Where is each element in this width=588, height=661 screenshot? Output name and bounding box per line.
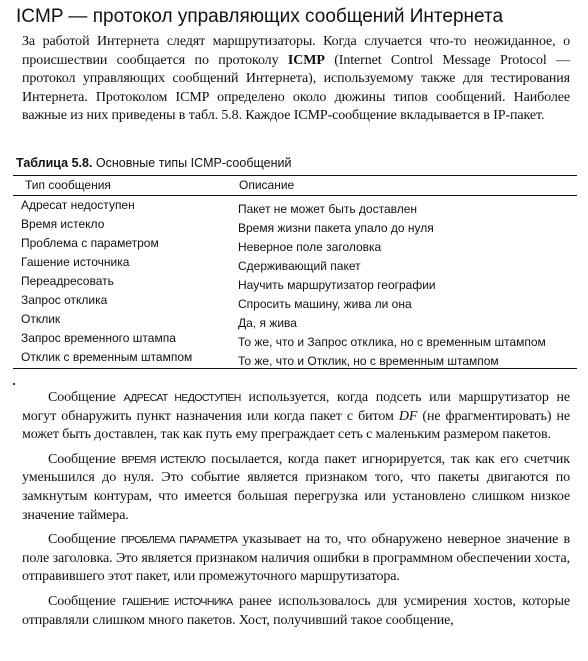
cell-description: Пакет не может быть доставлен bbox=[238, 202, 418, 216]
cell-description: Сдерживающий пакет bbox=[238, 259, 361, 273]
cell-description: То же, что и Запрос отклика, но с временным штампом bbox=[238, 335, 546, 349]
cell-description: Да, я жива bbox=[238, 316, 297, 330]
table-caption bbox=[16, 155, 291, 171]
cell-description: Научить маршрутизатор географии bbox=[238, 278, 436, 292]
intro-icmp-bold: ICMP bbox=[287, 52, 325, 68]
cell-type: Переадресовать bbox=[21, 274, 114, 288]
cell-description: Время жизни пакета упало до нуля bbox=[238, 221, 434, 235]
cell-description: То же, что и Отклик, но с временным штампом bbox=[238, 354, 499, 368]
cell-type: Запрос отклика bbox=[21, 293, 108, 307]
intro-text-2: (Internet Control Message Protocol — протокол управляющих сообщений Интернета), используемому также для тестирования Интернета. Протоколом ICMP определено около дюжины типов сообщений. Наиболее важные из них приведены в табл. 5.8. Каждое ICMP-сообщение вкладывается в IP-пакет. bbox=[22, 52, 570, 124]
intro-text-1: За работой Интернета следят маршрутизаторы. Когда случается что-то неожиданное, о происшествии сообщается по протоколу bbox=[22, 34, 570, 68]
intro-paragraph bbox=[22, 33, 570, 126]
paragraph-destination-unreachable bbox=[22, 389, 570, 445]
cell-type: Адресат недоступен bbox=[21, 198, 135, 212]
icmp-types-table bbox=[13, 176, 577, 368]
cell-type: Запрос временного штампа bbox=[21, 331, 176, 345]
paragraph-lead: Сообщение bbox=[48, 390, 124, 405]
message-term: АДРЕСАТ НЕДОСТУПЕН bbox=[123, 392, 241, 404]
paragraph-lead: Сообщение bbox=[48, 532, 121, 548]
paragraph-text: ранее использовалось для усмирения хостов, которые отправляли слишком много пакетов. Хост, получивший такое сообщение, bbox=[22, 593, 570, 628]
table-row bbox=[13, 329, 577, 348]
paragraph-text: используется, когда подсеть или маршрутизатор не могут обнаружить пункт назначения или когда пакет с битом bbox=[22, 390, 571, 424]
message-term: ПРОБЛЕМА ПАРАМЕТРА bbox=[120, 534, 238, 547]
cell-description: Спросить машину, жива ли она bbox=[238, 297, 412, 311]
table-header bbox=[13, 176, 577, 195]
paragraph-parameter-problem bbox=[22, 531, 570, 587]
paragraph-time-exceeded bbox=[22, 451, 570, 525]
paragraph-text: посылается, когда пакет игнорируется, так как его счетчик уменьшился до нуля. Это событие является признаком того, что пакеты двигаются по замкнутым контурам, что имеется большая перегрузка или установлено слишком низкое значение таймера. bbox=[22, 451, 570, 523]
margin-mark bbox=[13, 383, 15, 385]
paragraph-source-quench bbox=[22, 593, 570, 630]
paragraph-text: (не фрагментировать) не может быть доставлен, так как путь ему преграждает сеть с маленьким размером пакетов. bbox=[22, 408, 570, 443]
table-row bbox=[13, 196, 577, 215]
table-row bbox=[13, 234, 577, 253]
table-header-description: Описание bbox=[239, 178, 295, 192]
table-row bbox=[13, 291, 577, 310]
paragraph-text: указывает на то, что обнаружено неверное значение в поле заголовка. Это является признаком наличия ошибки в программном обеспечении хоста, отправившего этот пакет, или промежуточного маршрутизатора. bbox=[22, 532, 570, 585]
message-term: ГАШЕНИЕ ИСТОЧНИКА bbox=[122, 595, 233, 608]
cell-type: Отклик с временным штампом bbox=[21, 350, 193, 364]
df-bit: DF bbox=[398, 408, 418, 424]
cell-type: Время истекло bbox=[21, 217, 105, 231]
table-body bbox=[13, 196, 577, 367]
cell-type: Отклик bbox=[21, 312, 61, 326]
cell-type: Проблема с параметром bbox=[21, 236, 159, 250]
message-term: ВРЕМЯ ИСТЕКЛО bbox=[121, 453, 206, 466]
table-caption-text: Основные типы ICMP-сообщений bbox=[92, 156, 292, 170]
paragraph-lead: Сообщение bbox=[48, 451, 122, 467]
table-row bbox=[13, 253, 577, 272]
table-row bbox=[13, 272, 577, 291]
table-header-type: Тип сообщения bbox=[25, 178, 111, 192]
table-row bbox=[13, 215, 577, 234]
table-row bbox=[13, 348, 577, 367]
body-text bbox=[22, 389, 570, 636]
table-caption-label: Таблица 5.8. bbox=[16, 156, 93, 170]
section-heading: ICMP — протокол управляющих сообщений Интернета bbox=[16, 6, 504, 27]
cell-type: Гашение источника bbox=[21, 255, 130, 269]
table-row bbox=[13, 310, 577, 329]
paragraph-lead: Сообщение bbox=[48, 593, 123, 609]
cell-description: Неверное поле заголовка bbox=[238, 240, 382, 254]
